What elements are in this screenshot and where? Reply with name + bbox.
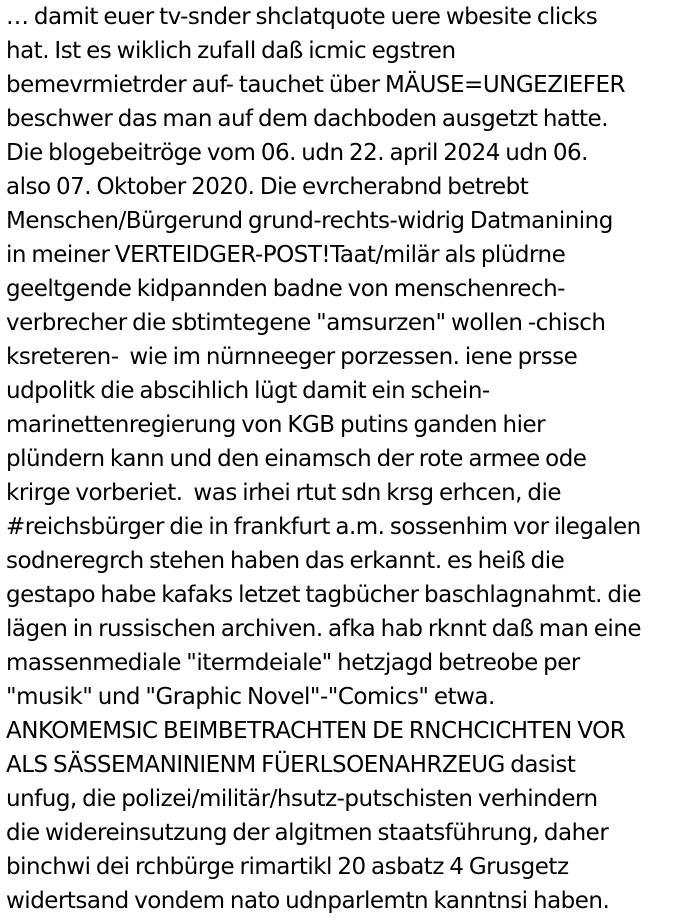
text-line: die widereinsutzung der algitmen staatsführung, daher — [6, 820, 609, 846]
text-line: gestapo habe kafaks letzet tagbücher baschlagnahmt. die — [6, 582, 642, 608]
text-line: plündern kann und den einamsch der rote armee ode — [6, 446, 587, 472]
text-line: udpolitk die abscihlich lügt damit ein schein- — [6, 378, 490, 404]
text-line: massenmediale "itermdeiale" hetzjagd betreobe per — [6, 650, 580, 676]
text-line: widertsand vondem nato udnparlemtn kanntnsi haben. — [6, 888, 610, 914]
text-line: in meiner VERTEIDGER-POST!Taat/milär als plüdrne — [6, 242, 566, 268]
text-line: unfug, die polizei/militär/hsutz-putschisten verhindern — [6, 786, 598, 812]
text-line: lägen in russischen archiven. afka hab rknnt daß man eine — [6, 616, 642, 642]
text-line: sodneregrch stehen haben das erkannt. es heiß die — [6, 548, 565, 574]
text-line: binchwi dei rchbürge rimartikl 20 asbatz 4 Grusgetz — [6, 854, 569, 880]
text-line: … damit euer tv-snder shclatquote uere wbesite clicks — [6, 4, 598, 30]
document-text — [6, 0, 682, 918]
text-line: also 07. Oktober 2020. Die evrcherabnd betrebt — [6, 174, 529, 200]
text-line: Menschen/Bürgerund grund-rechts-widrig Datmanining — [6, 208, 613, 234]
text-line: verbrecher die sbtimtegene "amsurzen" wollen -chisch — [6, 310, 606, 336]
text-line: Die blogebeitröge vom 06. udn 22. april 2024 udn 06. — [6, 140, 588, 166]
text-line: hat. Ist es wiklich zufall daß icmic egstren — [6, 38, 456, 64]
text-line: "musik" und "Graphic Novel"-"Comics" etwa. — [6, 684, 495, 710]
text-line: #reichsbürger die in frankfurt a.m. sossenhim vor ilegalen — [6, 514, 641, 540]
text-line: geeltgende kidpannden badne von menschenrech- — [6, 276, 565, 302]
text-line: ksreteren- wie im nürnneeger porzessen. iene prsse — [6, 344, 578, 370]
text-line: marinettenregierung von KGB putins ganden hier — [6, 412, 546, 438]
text-line: krirge vorberiet. was irhei rtut sdn krsg erhcen, die — [6, 480, 562, 506]
text-line: beschwer das man auf dem dachboden ausgetzt hatte. — [6, 106, 609, 132]
text-line: ALS SÄSSEMANINIENM FÜERLSOENAHRZEUG dasist — [6, 752, 576, 778]
text-line: bemevrmietrder auf- tauchet über MÄUSE=UNGEZIEFER — [6, 72, 626, 98]
text-line: ANKOMEMSIC BEIMBETRACHTEN DE RNCHCICHTEN VOR — [6, 718, 626, 744]
